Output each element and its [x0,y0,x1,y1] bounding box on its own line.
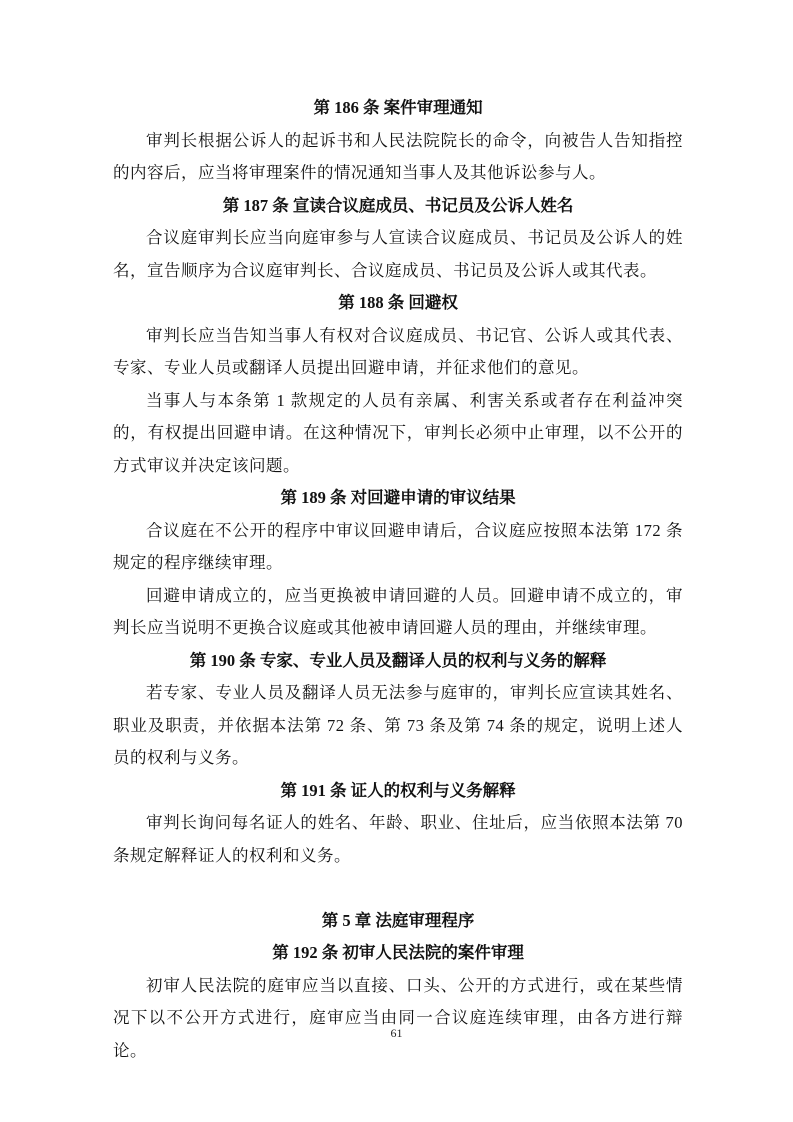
paragraph: 若专家、专业人员及翻译人员无法参与庭审的，审判长应宣读其姓名、职业及职责，并依据本法第 72 条、第 73 条及第 74 条的规定，说明上述人员的权利与义务。 [113,683,683,767]
paragraph: 审判长根据公诉人的起诉书和人民法院院长的命令，向被告人告知指控的内容后，应当将审理案件的情况通知当事人及其他诉讼参与人。 [113,130,683,182]
paragraph: 合议庭审判长应当向庭审参与人宣读合议庭成员、书记员及公诉人的姓名，宣告顺序为合议庭审判长、合议庭成员、书记员及公诉人或其代表。 [113,228,683,280]
paragraph: 初审人民法院的庭审应当以直接、口头、公开的方式进行，或在某些情况下以不公开方式进行，庭审应当由同一合议庭连续审理，由各方进行辩论。 [113,975,683,1060]
article-heading: 第 192 条 初审人民法院的案件审理 [272,943,524,962]
article-heading: 第 188 条 回避权 [338,293,458,312]
paragraph: 合议庭在不公开的程序中审议回避申请后，合议庭应按照本法第 172 条规定的程序继续审理。 [113,520,683,572]
page-number: 61 [390,1026,403,1040]
document-content [113,92,683,1067]
article-heading: 第 186 条 案件审理通知 [313,98,483,117]
paragraph: 审判长应当告知当事人有权对合议庭成员、书记官、公诉人或其代表、专家、专业人员或翻译人员提出回避申请，并征求他们的意见。 [113,325,683,377]
article-heading: 第 190 条 专家、专业人员及翻译人员的权利与义务的解释 [189,650,607,670]
paragraph: 回避申请成立的，应当更换被申请回避的人员。回避申请不成立的，审判长应当说明不更换合议庭或其他被申请回避人员的理由，并继续审理。 [113,585,683,637]
chapter-heading: 第 5 章 法庭审理程序 [321,910,475,930]
article-heading: 第 191 条 证人的权利与义务解释 [280,780,516,800]
paragraph: 审判长询问每名证人的姓名、年龄、职业、住址后，应当依照本法第 70 条规定解释证人的权利和义务。 [113,813,683,865]
section-spacer [113,872,683,905]
paragraph: 当事人与本条第 1 款规定的人员有亲属、利害关系或者存在利益冲突的，有权提出回避申请。在这种情况下，审判长必须中止审理，以不公开的方式审议并决定该问题。 [113,390,683,475]
article-heading: 第 189 条 对回避申请的审议结果 [280,488,516,507]
article-heading: 第 187 条 宣读合议庭成员、书记员及公诉人姓名 [222,195,574,215]
